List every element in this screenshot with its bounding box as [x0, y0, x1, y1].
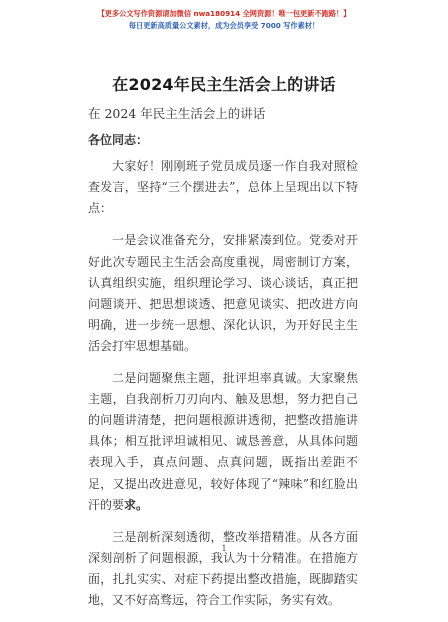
paragraph-4: 三是剖析深刻透彻，整改举措精准。从各方面深刻剖析了问题根源，我认为十分精准。在措施方面，扎扎实实、对症下药提出整改措施，既脚踏实地，又不好高骛远，符合工作实际，务实有效。 — [88, 529, 358, 607]
promo-banner — [0, 8, 448, 32]
paragraph-1: 大家好！刚刚班子党员成员逐一作自我对照检查发言，坚持“三个摆进去”，总体上呈现出以下特点： — [88, 159, 358, 216]
paragraph-3-tail: 求。 — [124, 497, 149, 512]
document-subtitle: 在 2024 年民主生活会上的讲话 — [88, 106, 266, 121]
page-number: 1 — [221, 544, 227, 553]
document-title: 在2024年民主生活会上的讲话 — [112, 75, 336, 94]
paragraph-3-text: 二是问题聚焦主题，批评坦率真诚。大家聚焦主题，自我剖析刀刃向内、触及思想，努力把自己的问题讲清楚，把问题根源讲透彻，把整改措施讲具体；相互批评坦诚相见、诚恳善意，从具体问题表现入手，真点问题、点真问题，既指出差距不足，又提出改进意见，较好体现了“辣味”和红脸出汗的要 — [88, 371, 358, 512]
greeting: 各位同志： — [88, 133, 149, 148]
promo-banner-line-1: 【更多公文写作资源请加微信 nwa180914 全网资源！唯一包更新不跑路！】 — [97, 9, 351, 18]
promo-banner-line-2: 每日更新高质量公文素材，成为会员享受 7000 写作素材！ — [128, 21, 320, 30]
paragraph-3 — [88, 368, 358, 516]
paragraph-2: 一是会议准备充分，安排紧凑到位。党委对开好此次专题民主生活会高度重视，周密制订方案，认真组织实施，组织理论学习、谈心谈话，真正把问题谈开、把思想谈透、把意见谈实、把改进方向明确，进一步统一思想、深化认识，为开好民主生活会打牢思想基础。 — [88, 233, 358, 353]
